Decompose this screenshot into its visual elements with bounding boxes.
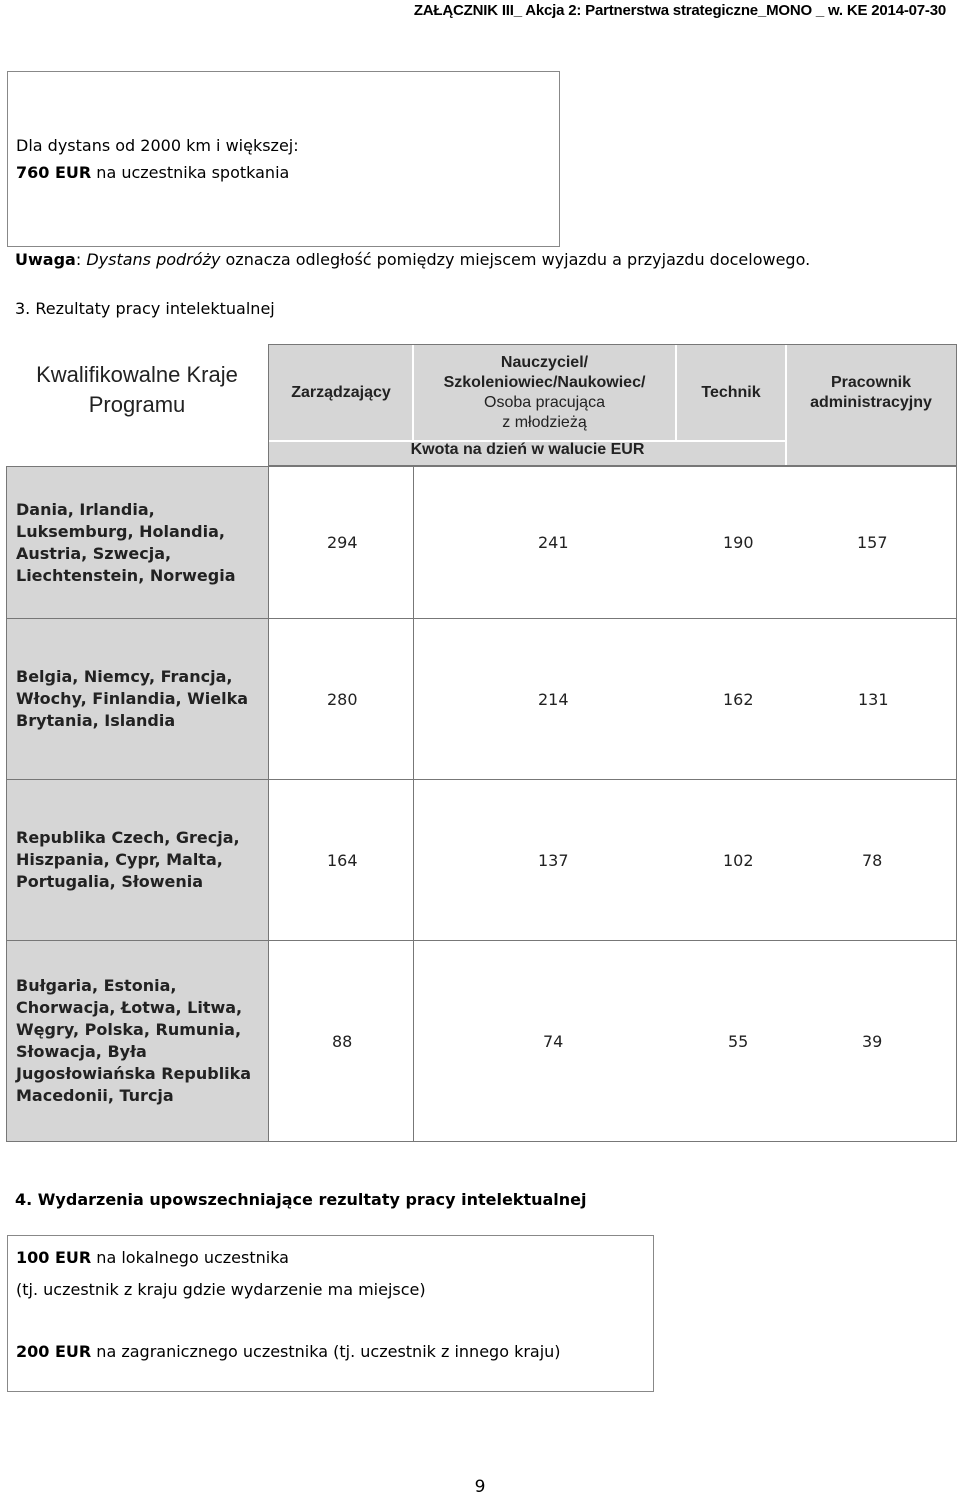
row-countries [7,941,269,1141]
value-manager: 88 [332,1031,353,1051]
header-teacher [414,346,675,439]
table-row [6,779,957,941]
header-amount-subtitle: Kwota na dzień w walucie EUR [410,441,645,458]
header-technician: Technik [701,383,761,401]
countries-text: Bułgaria, Estonia, Chorwacja, Łotwa, Litwa, Węgry, Polska, Rumunia, Słowacja, Była Jugosłowiańska Republika Macedonii, Turcja [16,976,252,1105]
column-divider [413,467,414,618]
value-technician: 55 [728,1031,749,1051]
value-technician: 162 [723,689,754,709]
header-manager: Zarządzający [291,383,391,401]
value-teacher: 74 [543,1031,564,1051]
distance-rate-text: na uczestnika spotkania [91,163,290,182]
value-manager: 294 [327,533,358,552]
foreign-rate-text: na zagranicznego uczestnika (tj. uczestnik z innego kraju) [91,1342,561,1361]
header-administrative [787,346,955,439]
distance-rate-box [7,71,560,247]
eligible-countries-header: Kwalifikowalne Kraje Programu [36,362,238,417]
countries-text: Dania, Irlandia, Luksemburg, Holandia, Austria, Szwecja, Liechtenstein, Norwegia [16,499,236,585]
local-rate-note: (tj. uczestnik z kraju gdzie wydarzenie ma miejsce) [16,1280,426,1299]
distance-note [15,250,810,269]
value-manager: 164 [327,850,358,870]
distance-rate-amount-line [16,163,289,182]
note-text: oznacza odległość pomiędzy miejscem wyjazdu a przyjazdu docelowego. [220,250,811,269]
note-term: Dystans podróży [86,250,221,269]
value-manager: 280 [327,689,358,709]
table-row [6,940,957,1142]
header-teacher-label: Nauczyciel/ Szkoleniowiec/Naukowiec/ [443,353,646,391]
table-row [6,466,957,619]
value-teacher: 241 [538,533,569,552]
foreign-rate-line [16,1342,561,1361]
value-technician: 102 [723,850,754,870]
column-divider [413,941,414,1141]
foreign-rate-amount: 200 EUR [16,1342,92,1361]
value-administrative: 78 [862,850,883,870]
value-teacher: 137 [538,850,569,870]
note-label: Uwaga [15,250,76,269]
row-countries [7,467,269,618]
value-technician: 190 [723,533,754,552]
header-teacher-extra1: Osoba pracująca [484,393,605,411]
value-administrative: 131 [858,689,889,709]
rates-table [6,466,957,1142]
row-countries [7,619,269,779]
local-rate-amount: 100 EUR [16,1248,92,1267]
header-teacher-extra2: z młodzieżą [502,413,587,431]
value-teacher: 214 [538,689,569,709]
countries-text: Belgia, Niemcy, Francja, Włochy, Finlandia, Wielka Brytania, Islandia [16,667,249,730]
header-administrative-label: Pracownik administracyjny [810,373,932,411]
column-divider [413,780,414,940]
note-colon: : [75,250,87,269]
distance-rate-label: Dla dystans od 2000 km i większej: [16,136,299,155]
local-rate-line [16,1248,289,1267]
value-administrative: 39 [862,1031,883,1051]
value-administrative: 157 [857,533,888,552]
section-4-title: 4. Wydarzenia upowszechniające rezultaty pracy intelektualnej [15,1190,587,1209]
page-number: 9 [474,1477,486,1497]
section-3-title: 3. Rezultaty pracy intelektualnej [15,299,275,318]
row-countries [7,780,269,940]
dissemination-rates-box [7,1235,654,1392]
local-rate-text: na lokalnego uczestnika [91,1248,289,1267]
column-divider [413,619,414,779]
table-row [6,618,957,780]
distance-rate-amount: 760 EUR [16,163,92,182]
countries-text: Republika Czech, Grecja, Hiszpania, Cypr, Malta, Portugalia, Słowenia [16,828,240,891]
document-header: ZAŁĄCZNIK III_ Akcja 2: Partnerstwa strategiczne_MONO _ w. KE 2014-07-30 [413,2,946,19]
